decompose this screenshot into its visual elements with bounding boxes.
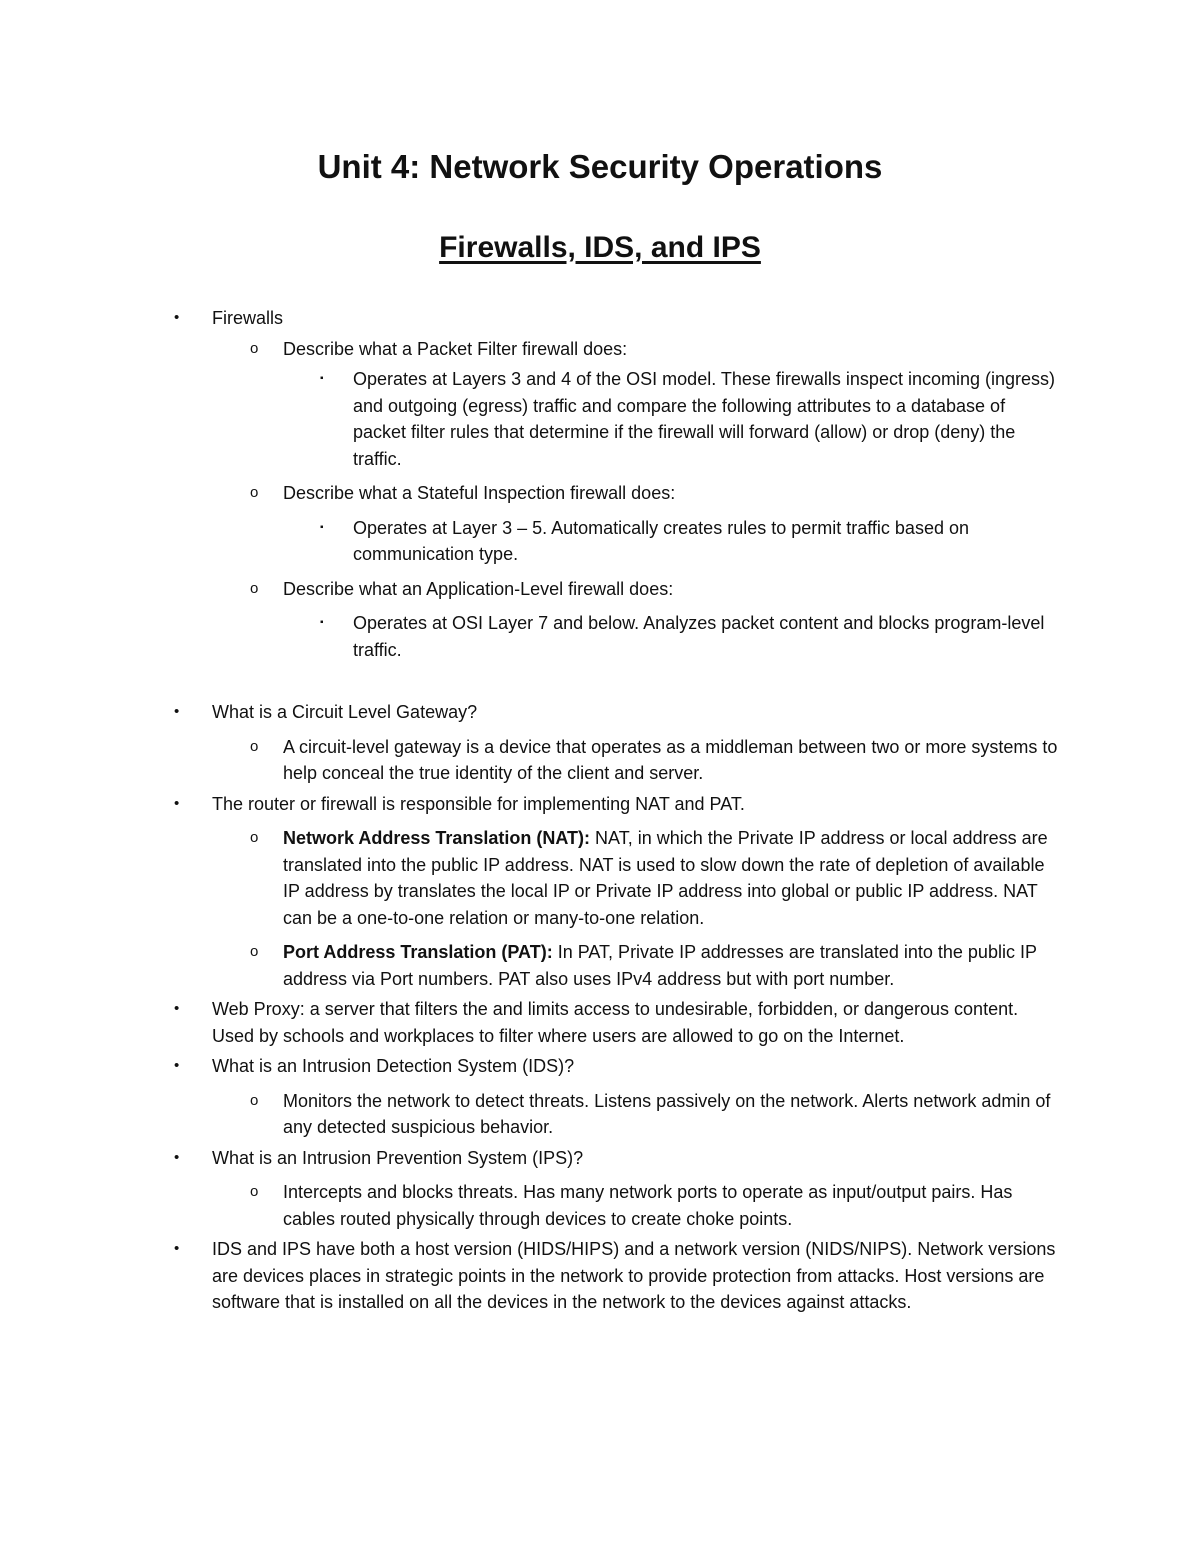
list-item-ips-question [0, 1145, 1062, 1172]
circle-marker: o [250, 1091, 259, 1109]
list-item-circuit-gateway-question [0, 699, 1062, 726]
bullet-marker: • [174, 1057, 180, 1074]
list-item-pat [0, 939, 1063, 992]
bullet-marker: • [174, 794, 180, 812]
list-item-packet-filter-question [0, 336, 1063, 363]
list-item-text: Firewalls [212, 308, 284, 328]
list-item-host-network-versions [0, 1236, 1062, 1316]
list-item-nat [0, 825, 1063, 931]
list-item-text: Monitors the network to detect threats. Listens passively on the network. Alerts network admin of any detected suspicious behavior. [283, 1090, 1051, 1137]
circle-marker: o [250, 339, 259, 357]
circle-marker: o [250, 484, 259, 501]
list-item-ips-answer [0, 1179, 1063, 1232]
circle-marker: o [250, 579, 259, 597]
list-item-firewalls [0, 305, 1062, 332]
list-item-stateful-question [0, 480, 1063, 507]
list-item-nat-pat-intro [0, 791, 1062, 818]
section-subtitle: Firewalls, IDS, and IPS [439, 231, 761, 264]
circle-marker: o [250, 737, 259, 755]
list-item-text: A circuit-level gateway is a device that operates as a middleman between two or more systems to help conceal the true identity of the client and server. [283, 736, 1058, 783]
bullet-marker: • [174, 1000, 180, 1017]
square-marker: ▪ [320, 617, 324, 628]
bullet-marker: • [174, 703, 180, 720]
list-item-text: What is an Intrusion Prevention System (IPS)? [212, 1147, 584, 1168]
list-item-stateful-answer [0, 515, 1063, 568]
bullet-marker: • [174, 1240, 180, 1257]
nat-term: Network Address Translation (NAT): [283, 828, 591, 848]
circle-marker: o [250, 943, 259, 960]
square-marker: ▪ [320, 521, 324, 533]
list-item-text: Intercepts and blocks threats. Has many network ports to operate as input/output pairs. Has cables routed physically through devices to create choke points. [283, 1182, 1013, 1229]
circle-marker: o [250, 829, 259, 846]
list-item-text: Describe what an Application-Level firewall does: [283, 578, 674, 599]
page-title: Unit 4: Network Security Operations [317, 148, 883, 185]
list-item-application-answer [0, 610, 1063, 663]
list-item-text: Describe what a Stateful Inspection firewall does: [283, 483, 676, 503]
list-item-text: What is a Circuit Level Gateway? [212, 702, 478, 722]
pat-term: Port Address Translation (PAT): [283, 942, 553, 962]
list-item-text: Operates at Layer 3 – 5. Automatically creates rules to permit traffic based on communication type. [353, 517, 969, 564]
notes-list [0, 305, 1200, 1316]
list-item-ids-answer [0, 1088, 1063, 1141]
list-item-web-proxy [0, 996, 1062, 1049]
bullet-marker: • [174, 309, 180, 326]
square-marker: ▪ [320, 373, 324, 384]
list-item-text: IDS and IPS have both a host version (HIDS/HIPS) and a network version (NIDS/NIPS). Network versions are devices places in strategic points in the network to provide protection from attacks. Host versions are software that is installed on all the devices in the network to the devices against attacks. [212, 1239, 1056, 1312]
list-item-text: Describe what a Packet Filter firewall does: [283, 338, 628, 359]
list-item-text: Operates at Layers 3 and 4 of the OSI model. These firewalls inspect incoming (ingress) and outgoing (egress) traffic and compare the following attributes to a database of packet filter rules that determine if the firewall will forward (allow) or drop (deny) the traffic. [353, 369, 1056, 469]
list-item-text: Operates at OSI Layer 7 and below. Analyzes packet content and blocks program-level traffic. [353, 613, 1045, 660]
list-item-text: The router or firewall is responsible for implementing NAT and PAT. [212, 793, 745, 814]
list-item-packet-filter-answer [0, 366, 1063, 472]
circle-marker: o [250, 1183, 259, 1200]
list-item-text: Web Proxy: a server that filters the and limits access to undesirable, forbidden, or dangerous content. Used by schools and workplaces to filter where users are allowed to go on the Internet. [212, 999, 1019, 1046]
list-item-text: What is an Intrusion Detection System (IDS)? [212, 1056, 575, 1076]
list-item-circuit-gateway-answer [0, 734, 1063, 787]
nat-description: NAT, in which the Private IP address or local address are translated into the public IP address. NAT is used to slow down the rate of depletion of available IP address by translates the local IP or Private IP address into global or public IP address. NAT can be a one-to-one relation or many-to-one relation. [283, 828, 1048, 928]
pat-description: In PAT, Private IP addresses are translated into the public IP address via Port numbers. PAT also uses IPv4 address but with port number. [283, 942, 1037, 989]
list-item-application-question [0, 576, 1063, 603]
list-item-ids-question [0, 1053, 1062, 1080]
bullet-marker: • [174, 1148, 180, 1166]
